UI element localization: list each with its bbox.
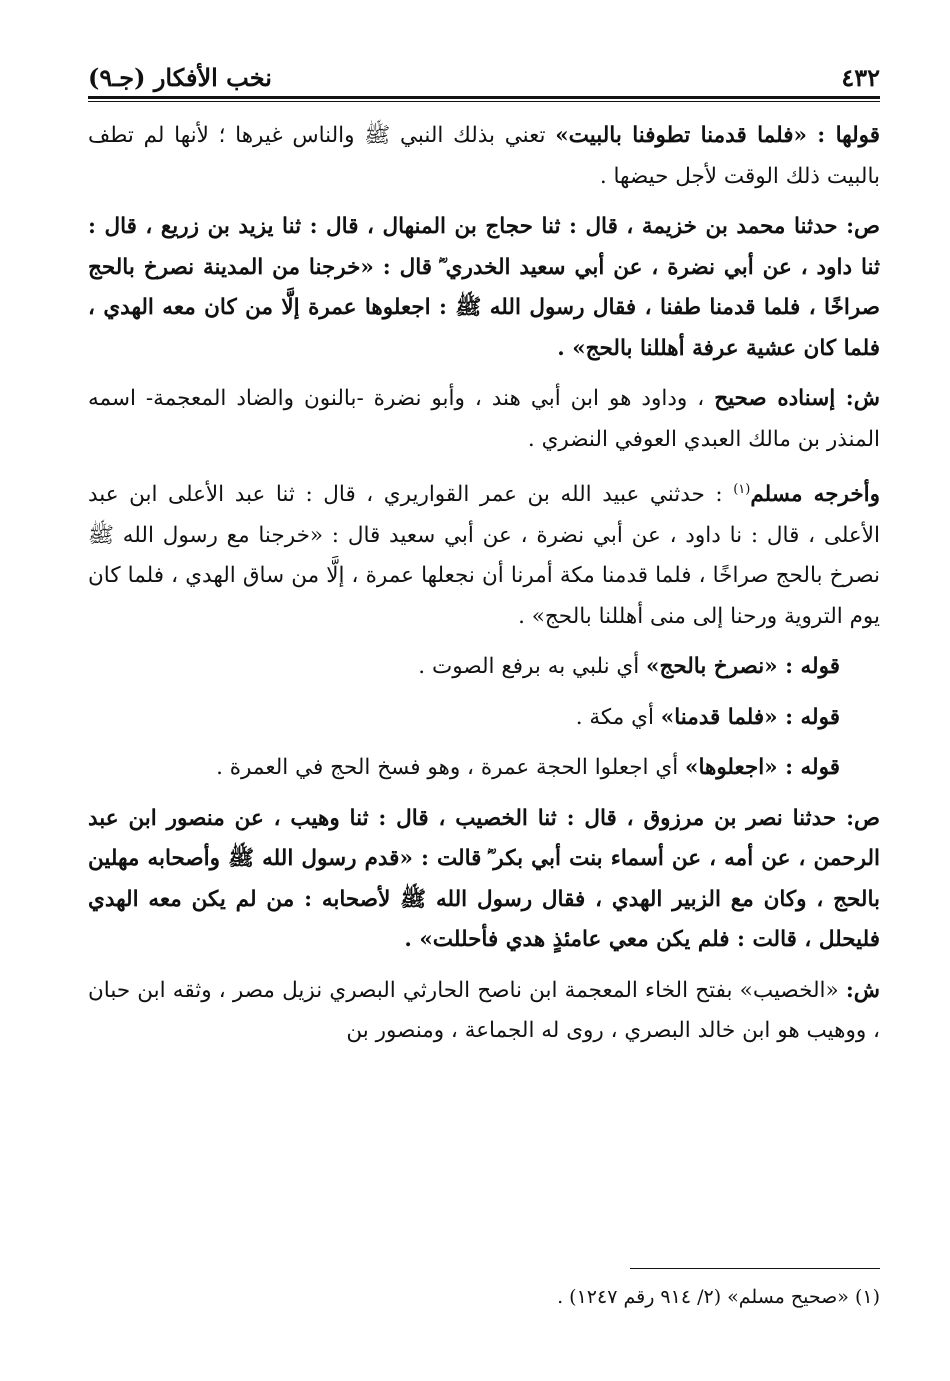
- paragraph: [88, 698, 880, 739]
- paragraph: [88, 799, 880, 961]
- paragraph: [88, 748, 880, 789]
- header-rule: [88, 96, 880, 102]
- paragraph: [88, 971, 880, 1052]
- paragraph: [88, 116, 880, 197]
- paragraph-lead: قولها : «فلما قدمنا تطوفنا بالبيت»: [555, 123, 880, 148]
- footnote-rule: [630, 1268, 880, 1269]
- paragraph-lead: قوله : «اجعلوها»: [685, 755, 840, 781]
- paragraph-lead: قوله : «فلما قدمنا»: [660, 704, 840, 730]
- paragraph-text: حدثنا محمد بن خزيمة ، قال : ثنا حجاج بن المنهال ، قال : ثنا يزيد بن زريع ، قال : ثنا داود ، عن أبي نضرة ، عن أبي سعيد الخدري ؓ قال : «خرجنا من المدينة نصرخ بالحج صراخًا ، فلما قدمنا طفنا ، فقال رسول الله ﷺ : اجعلوها عمرة إلَّا من كان معه الهدي ، فلما كان عشية عرفة أهللنا بالحج» .: [88, 214, 880, 361]
- footnote: (١) «صحيح مسلم» (٢/ ٩١٤ رقم ١٢٤٧) .: [557, 1286, 880, 1308]
- paragraph: [88, 379, 880, 460]
- footnote-marker: (١): [733, 482, 751, 497]
- paragraph-text: تعني بذلك النبي ﷺ والناس غيرها ؛ لأنها لم تطف بالبيت ذلك الوقت لأجل حيضها .: [88, 123, 880, 189]
- paragraph-text: أي اجعلوا الحجة عمرة ، وهو فسخ الحج في العمرة .: [216, 755, 685, 781]
- paragraph-lead: ش: إسناده صحيح: [714, 386, 880, 411]
- paragraph-lead: قوله : «نصرخ بالحج»: [646, 654, 840, 680]
- paragraph-text: «الخصيب» بفتح الخاء المعجمة ابن ناصح الحارثي البصري نزيل مصر ، وثقه ابن حبان ، ووهيب هو ابن خالد البصري ، روى له الجماعة ، ومنصور بن: [88, 977, 880, 1044]
- page-body: [88, 116, 880, 1062]
- page-header: [88, 52, 880, 92]
- paragraph: [88, 207, 880, 369]
- paragraph: [88, 647, 880, 688]
- paragraph-lead: ص:: [846, 214, 880, 239]
- book-title: نخب الأفكار (جـ٩): [88, 63, 272, 92]
- paragraph-lead: ش:: [845, 977, 880, 1003]
- paragraph-text: : حدثني عبيد الله بن عمر القواريري ، قال : ثنا عبد الأعلى ابن عبد الأعلى ، قال : نا داود ، عن أبي نضرة ، عن أبي سعيد قال : «خرجنا مع رسول الله ﷺ نصرخ بالحج صراخًا ، فلما قدمنا مكة أمرنا أن نجعلها عمرة ، إلَّا من ساق الهدي ، فلما كان يوم التروية ورحنا إلى منى أهللنا بالحج» .: [88, 482, 880, 629]
- page-number: ٤٣٢: [841, 63, 880, 92]
- paragraph-text: أي مكة .: [575, 704, 661, 730]
- paragraph-text: أي نلبي به برفع الصوت .: [418, 654, 647, 680]
- paragraph-lead: ص:: [846, 805, 880, 831]
- paragraph-lead: وأخرجه مسلم: [750, 482, 881, 508]
- paragraph-text: ، وداود هو ابن أبي هند ، وأبو نضرة -بالنون والضاد المعجمة- اسمه المنذر بن مالك العبدي العوفي النضري .: [88, 386, 880, 452]
- paragraph: [88, 470, 880, 637]
- paragraph-text: حدثنا نصر بن مرزوق ، قال : ثنا الخصيب ، قال : ثنا وهيب ، عن منصور ابن عبد الرحمن ، عن أمه ، عن أسماء بنت أبي بكر ؓ قالت : «قدم رسول الله ﷺ وأصحابه مهلين بالحج ، وكان مع الزبير الهدي ، فقال رسول الله ﷺ لأصحابه : من لم يكن معه الهدي فليحلل ، قالت : فلم يكن معي عامئذٍ هدي فأحللت» .: [88, 805, 880, 953]
